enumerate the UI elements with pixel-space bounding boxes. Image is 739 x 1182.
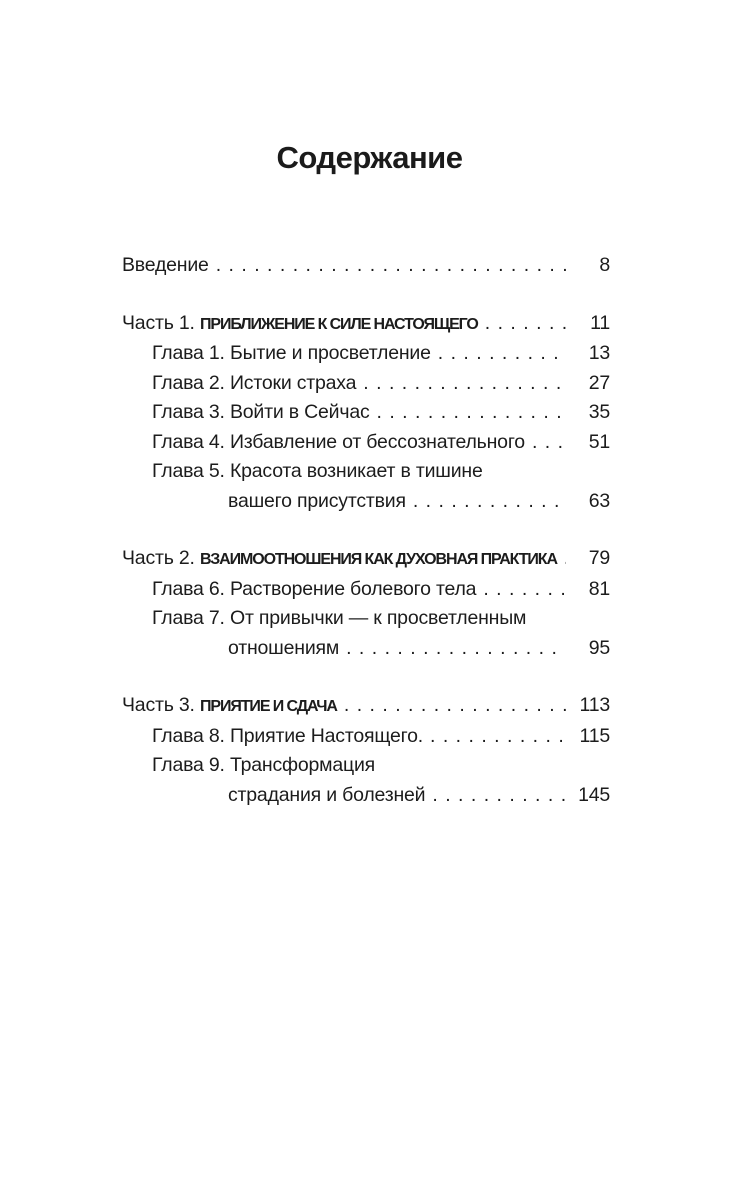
dot-leader (363, 369, 566, 399)
entry-page-number: 79 (588, 547, 610, 569)
entry-label: Глава 3. Войти в Сейчас (152, 401, 370, 423)
dot-leader (438, 339, 566, 369)
entry-line2-row (122, 634, 610, 664)
dot-leader (564, 544, 566, 574)
entry-line2-row (122, 781, 610, 811)
entry-page-number: 95 (588, 636, 610, 659)
toc-entry-chapter-8 (122, 722, 610, 752)
dot-leader (346, 634, 566, 664)
entry-label: Глава 1. Бытие и просветление (152, 342, 431, 364)
page-title: Содержание (276, 140, 463, 175)
entry-line2-row (122, 487, 610, 517)
toc-entry-chapter-3 (122, 398, 610, 428)
part-prefix: Часть 2. (122, 547, 195, 569)
entry-page-number: 63 (588, 489, 610, 512)
entry-page-number: 13 (588, 342, 610, 364)
toc-entry-chapter-9 (122, 751, 610, 810)
toc-entry-chapter-4 (122, 428, 610, 458)
entry-label (122, 691, 337, 722)
entry-page-number: 27 (588, 371, 610, 394)
toc-entry-chapter-6 (122, 575, 610, 605)
dot-leader (532, 428, 566, 458)
part-prefix: Часть 3. (122, 694, 195, 716)
entry-label-line2: отношениям (228, 636, 340, 659)
dot-leader (344, 691, 566, 721)
entry-page-number: 81 (588, 577, 610, 600)
entry-page-number: 113 (579, 694, 610, 716)
entry-label (122, 309, 478, 340)
entry-label-line1: Глава 9. Трансформация (152, 754, 376, 776)
entry-page-number: 35 (588, 401, 610, 423)
part-title: ПРИБЛИЖЕНИЕ К СИЛЕ НАСТОЯЩЕГО (199, 315, 478, 333)
entry-label-line2: вашего присутствия (228, 489, 406, 512)
dot-leader (377, 398, 566, 428)
toc-entry-part-3 (122, 691, 610, 722)
entry-label: Введение (122, 254, 209, 276)
toc-entry-introduction (122, 251, 610, 281)
entry-label: Глава 8. Приятие Настоящего. (152, 724, 423, 747)
entry-label (122, 544, 557, 575)
toc-entry-chapter-7 (122, 604, 610, 663)
entry-page-number: 145 (578, 783, 610, 806)
entry-label: Глава 6. Растворение болевого тела (152, 577, 477, 600)
dot-leader (432, 781, 566, 811)
entry-label: Глава 2. Истоки страха (152, 371, 357, 394)
table-of-contents (122, 251, 610, 810)
toc-entry-part-2 (122, 544, 610, 575)
toc-entry-chapter-1 (122, 339, 610, 369)
toc-entry-part-1 (122, 309, 610, 340)
toc-entry-chapter-2 (122, 369, 610, 399)
entry-page-number: 51 (588, 430, 610, 453)
entry-label-line2: страдания и болезней (228, 783, 426, 806)
dot-leader (216, 251, 566, 281)
dot-leader (413, 487, 566, 517)
entry-label-line1: Глава 7. От привычки — к просветленным (152, 607, 527, 629)
entry-page-number: 11 (590, 311, 610, 334)
part-title: ВЗАИМООТНОШЕНИЯ КАК ДУХОВНАЯ ПРАКТИКА (199, 551, 557, 568)
entry-page-number: 8 (599, 254, 610, 276)
entry-label-line1: Глава 5. Красота возникает в тишине (152, 460, 483, 482)
entry-label: Глава 4. Избавление от бессознательного (152, 430, 525, 453)
dot-leader (483, 575, 566, 605)
part-prefix: Часть 1. (122, 311, 195, 334)
dot-leader (485, 309, 566, 339)
dot-leader (430, 722, 566, 752)
part-title: ПРИЯТИЕ И СДАЧА (199, 698, 337, 715)
toc-entry-chapter-5 (122, 457, 610, 516)
entry-page-number: 115 (579, 724, 610, 747)
